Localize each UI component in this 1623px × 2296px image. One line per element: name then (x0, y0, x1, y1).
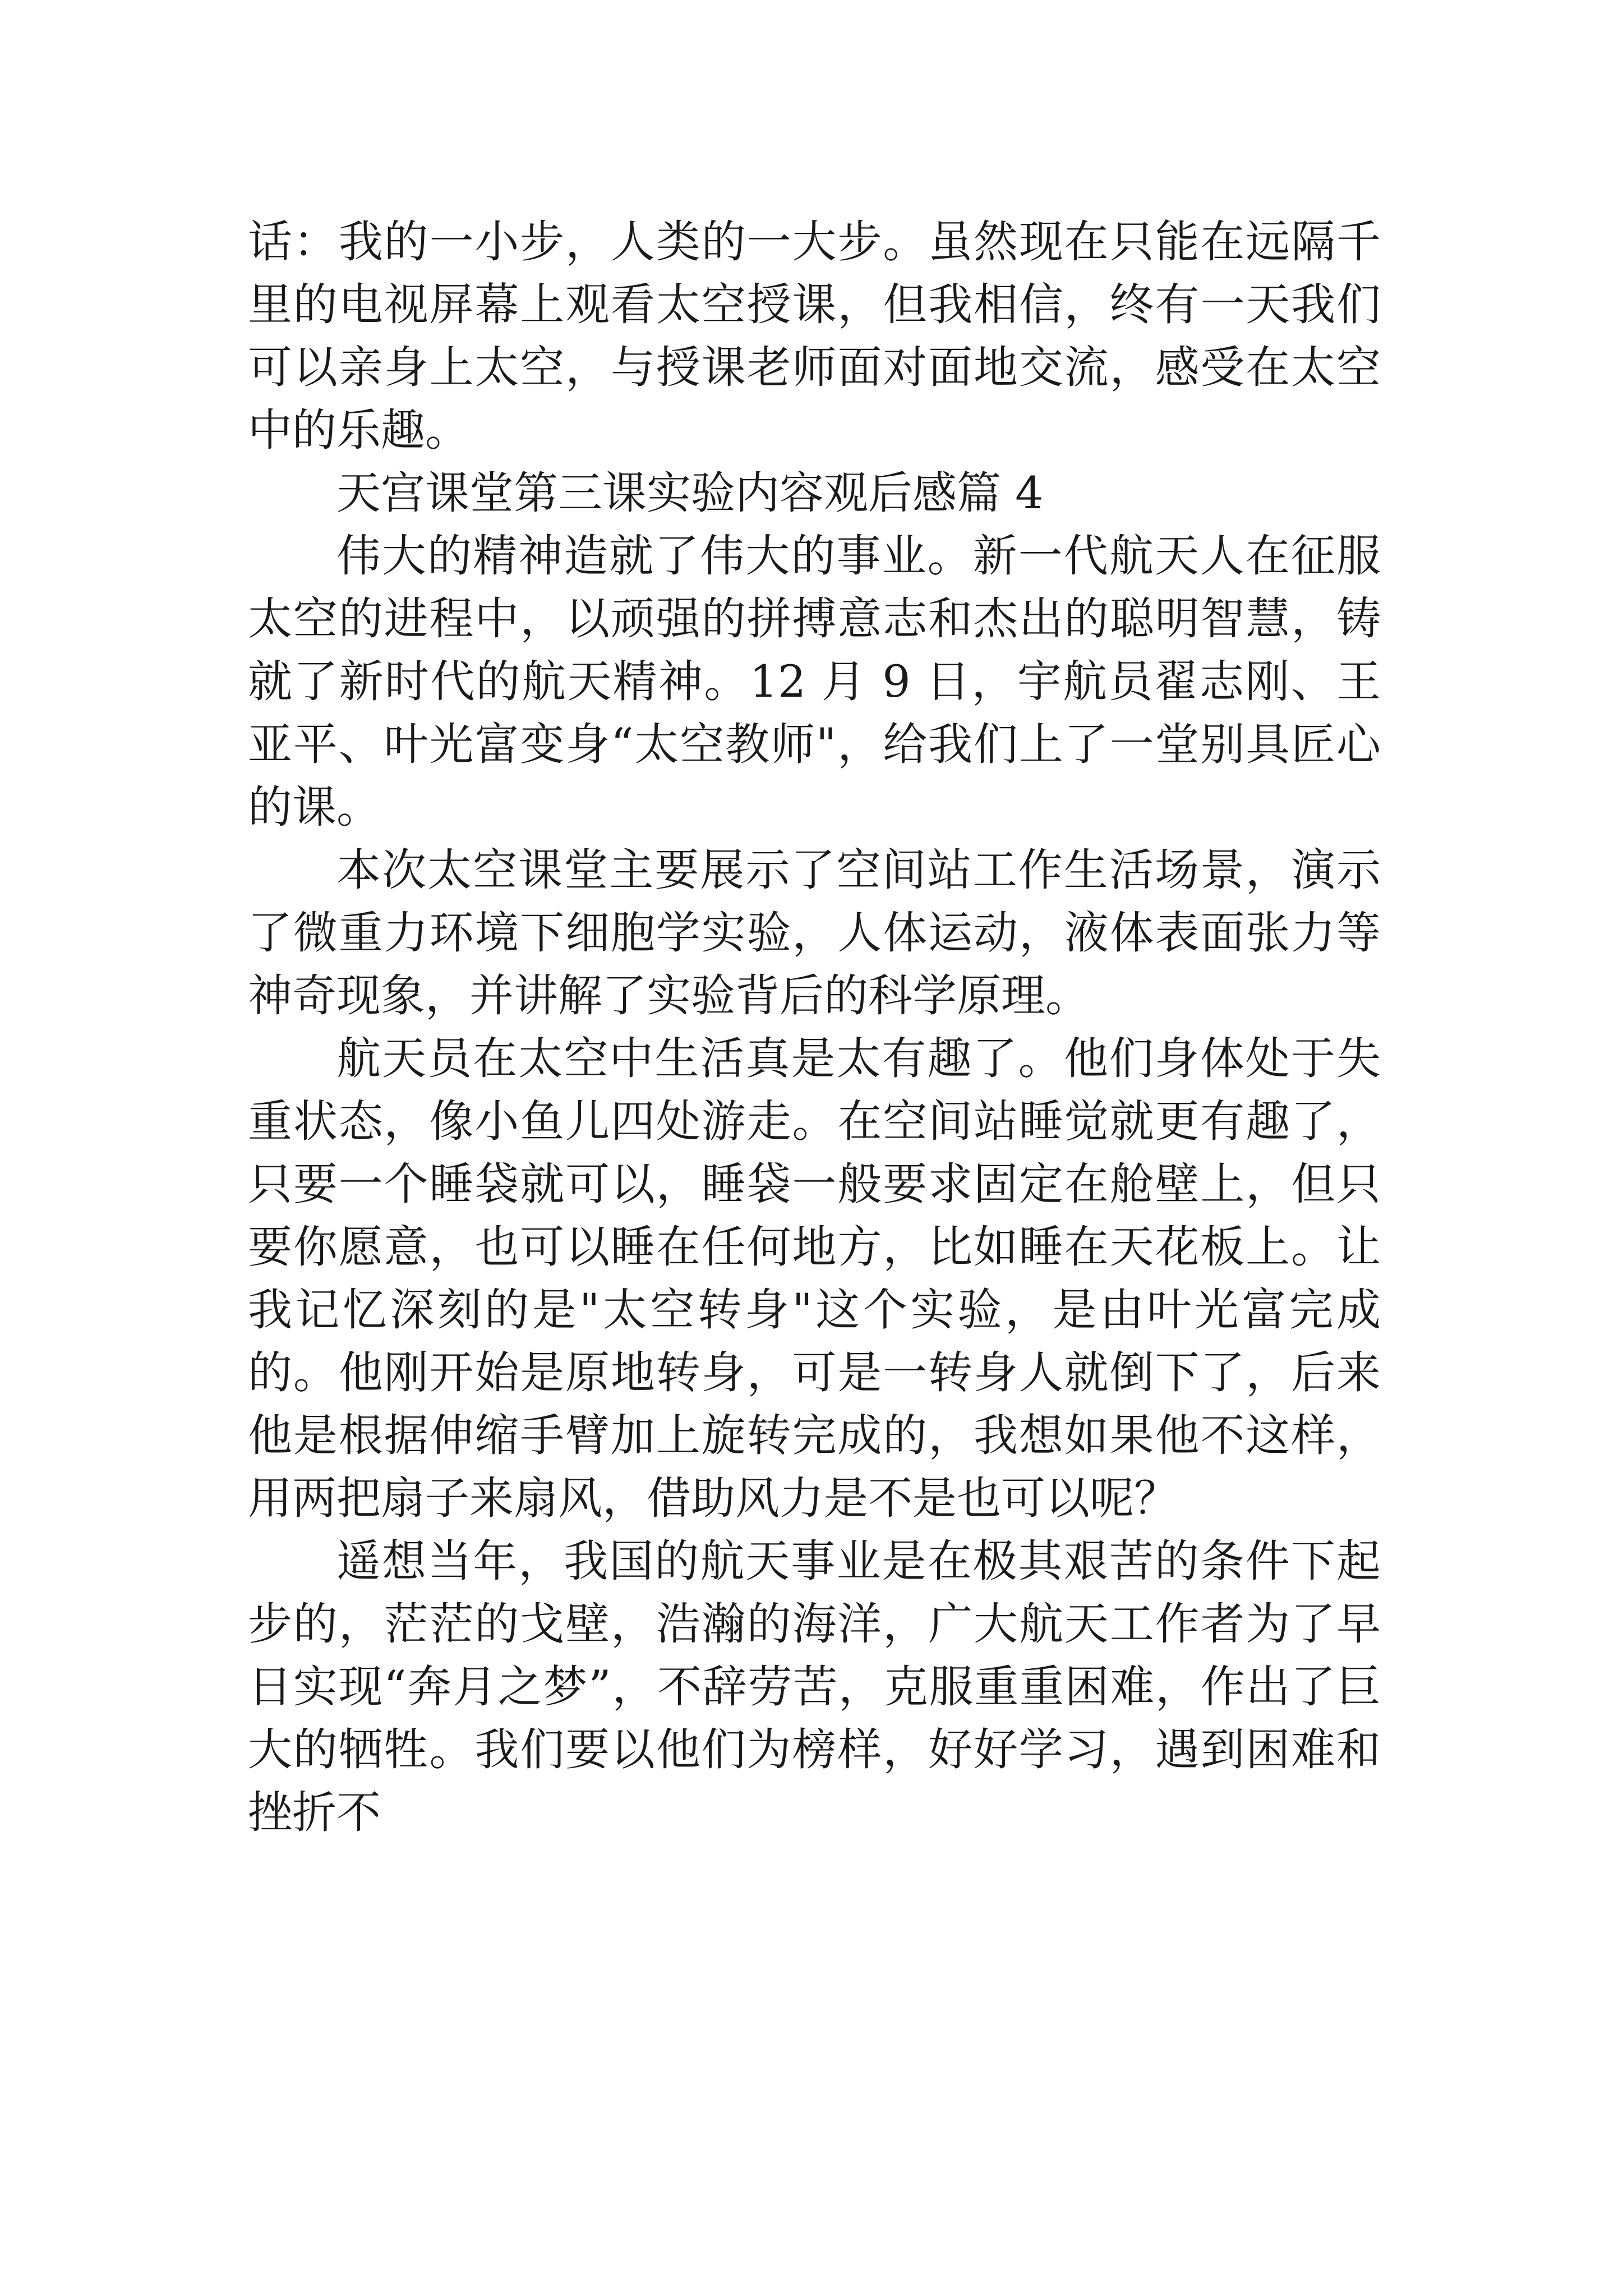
body-paragraph: 航天员在太空中生活真是太有趣了。他们身体处于失重状态，像小鱼儿四处游走。在空间站睡觉就更有趣了，只要一个睡袋就可以，睡袋一般要求固定在舱壁上，但只要你愿意，也可以睡在任何地方，比如睡在天花板上。让我记忆深刻的是"太空转身"这个实验，是由叶光富完成的。他刚开始是原地转身，可是一转身人就倒下了，后来他是根据伸缩手臂加上旋转完成的，我想如果他不这样，用两把扇子来扇风，借助风力是不是也可以呢？ (248, 1033, 1381, 1524)
document-body (248, 210, 1381, 1844)
section-title: 天宫课堂第三课实验内容观后感篇 4 (336, 467, 1044, 519)
body-paragraph: 本次太空课堂主要展示了空间站工作生活场景，演示了微重力环境下细胞学实验，人体运动，液体表面张力等神奇现象，并讲解了实验背后的科学原理。 (248, 844, 1381, 1022)
body-paragraph: 遥想当年，我国的航天事业是在极其艰苦的条件下起步的，茫茫的戈壁，浩瀚的海洋，广大航天工作者为了早日实现“奔月之梦”，不辞劳苦，克服重重困难，作出了巨大的牺牲。我们要以他们为榜样，好好学习，遇到困难和挫折不 (248, 1535, 1381, 1838)
body-paragraph: 伟大的精神造就了伟大的事业。新一代航天人在征服太空的进程中，以顽强的拼搏意志和杰出的聪明智慧，铸就了新时代的航天精神。12 月 9 日，宇航员翟志刚、王亚平、叶光富变身“太空教师"，给我们上了一堂别具匠心的课。 (248, 530, 1381, 833)
opening-paragraph-fragment: 话：我的一小步，人类的一大步。虽然现在只能在远隔千里的电视屏幕上观看太空授课，但我相信，终有一天我们可以亲身上太空，与授课老师面对面地交流，感受在太空中的乐趣。 (248, 216, 1381, 456)
